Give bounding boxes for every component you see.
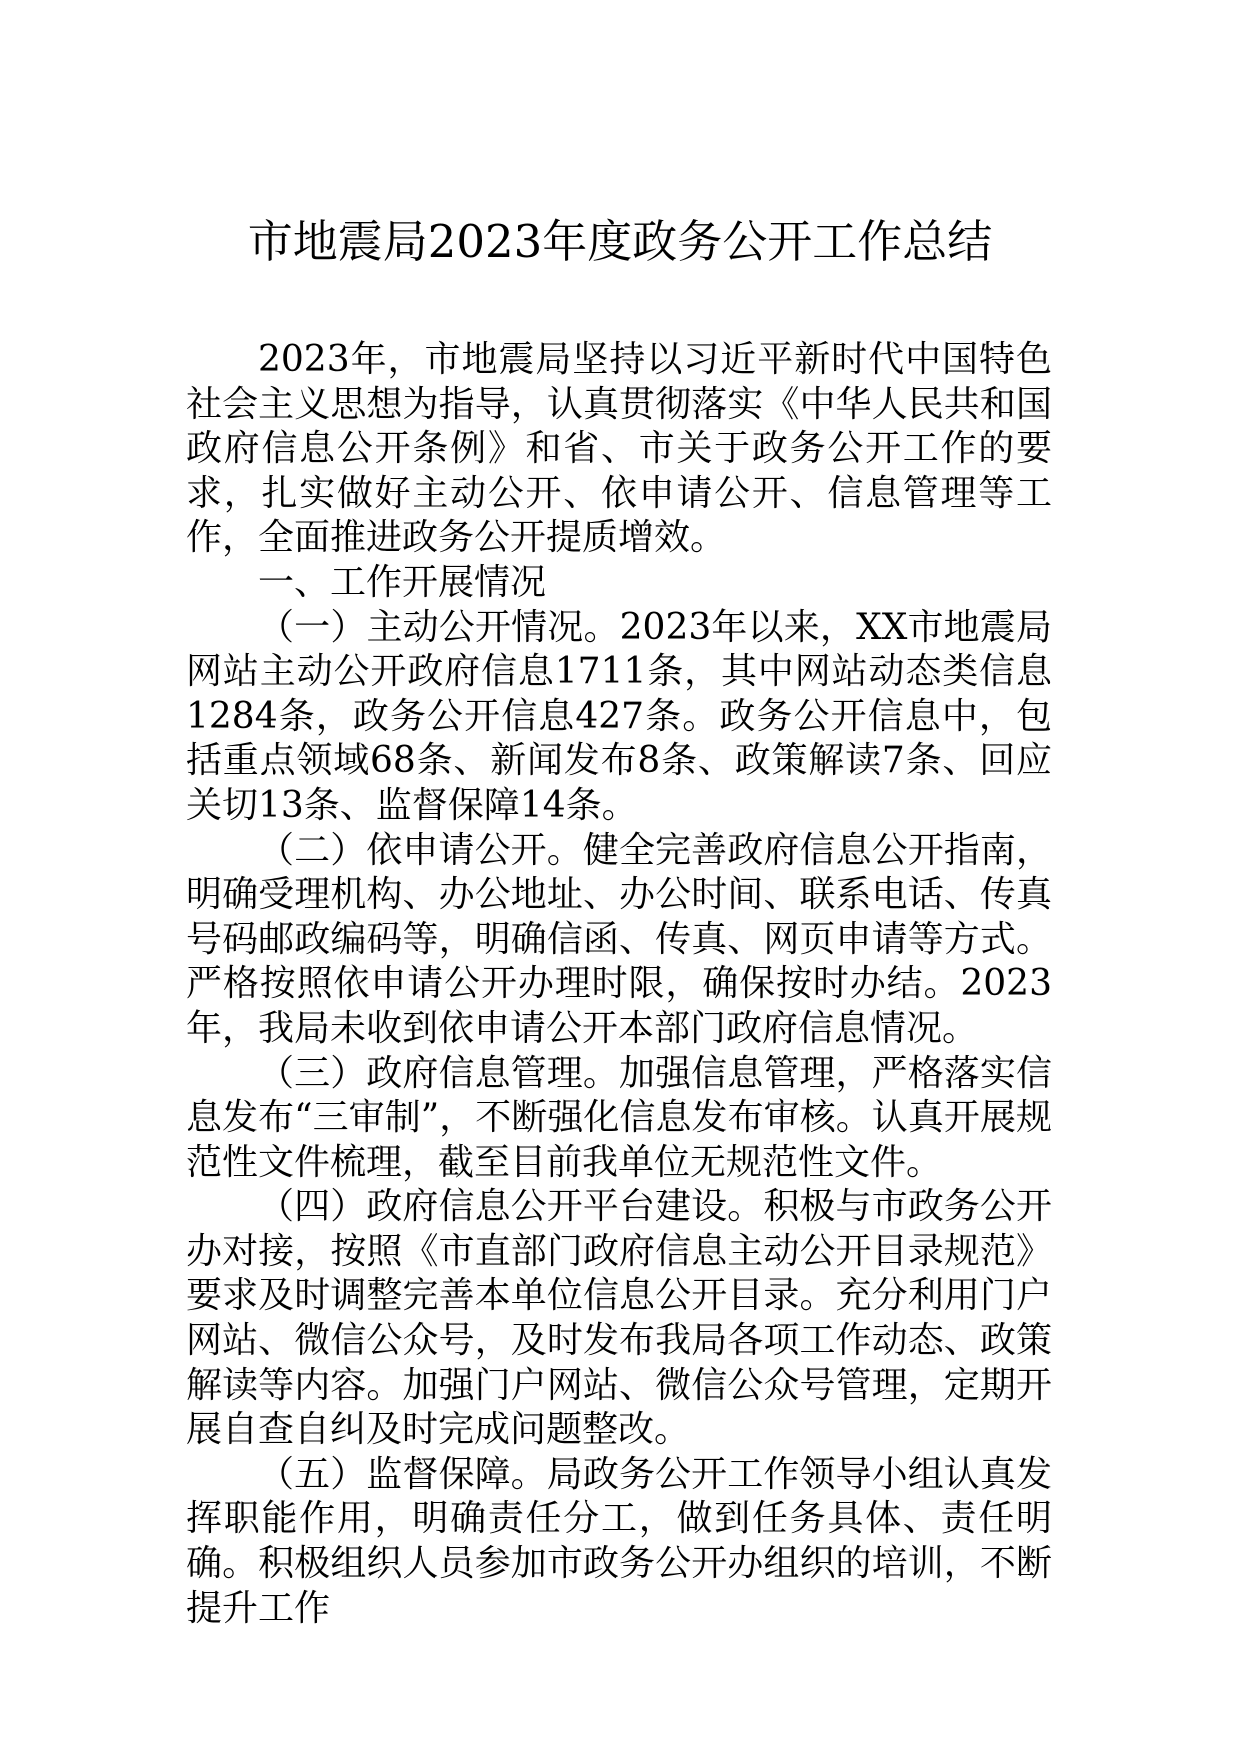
paragraph-disclosure-on-request: （二）依申请公开。健全完善政府信息公开指南，明确受理机构、办公地址、办公时间、联系电话、传真号码邮政编码等，明确信函、传真、网页申请等方式。严格按照依申请公开办理时限，确保按时办结。2023年，我局未收到依申请公开本部门政府信息情况。 (186, 829, 1052, 1049)
paragraph-intro: 2023年，市地震局坚持以习近平新时代中国特色社会主义思想为指导，认真贯彻落实《中华人民共和国政府信息公开条例》和省、市关于政务公开工作的要求，扎实做好主动公开、依申请公开、信息管理等工作，全面推进政务公开提质增效。 (186, 339, 1052, 559)
paragraph-information-management: （三）政府信息管理。加强信息管理，严格落实信息发布“三审制”，不断强化信息发布审核。认真开展规范性文件梳理，截至目前我单位无规范性文件。 (186, 1052, 1052, 1183)
document-body (186, 338, 1052, 1631)
paragraph-platform-construction: （四）政府信息公开平台建设。积极与市政务公开办对接，按照《市直部门政府信息主动公开目录规范》要求及时调整完善本单位信息公开目录。充分利用门户网站、微信公众号，及时发布我局各项工作动态、政策解读等内容。加强门户网站、微信公众号管理，定期开展自查自纠及时完成问题整改。 (186, 1186, 1052, 1451)
paragraph-proactive-disclosure: （一）主动公开情况。2023年以来，XX市地震局网站主动公开政府信息1711条，其中网站动态类信息1284条，政务公开信息427条。政务公开信息中，包括重点领域68条、新闻发布8条、政策解读7条、回应关切13条、监督保障14条。 (186, 606, 1052, 826)
section-heading-work-progress: 一、工作开展情况 (258, 561, 547, 603)
document-title: 市地震局2023年度政务公开工作总结 (247, 215, 993, 268)
paragraph-supervision: （五）监督保障。局政务公开工作领导小组认真发挥职能作用，明确责任分工，做到任务具体、责任明确。积极组织人员参加市政务公开办组织的培训，不断提升工作 (186, 1453, 1052, 1629)
